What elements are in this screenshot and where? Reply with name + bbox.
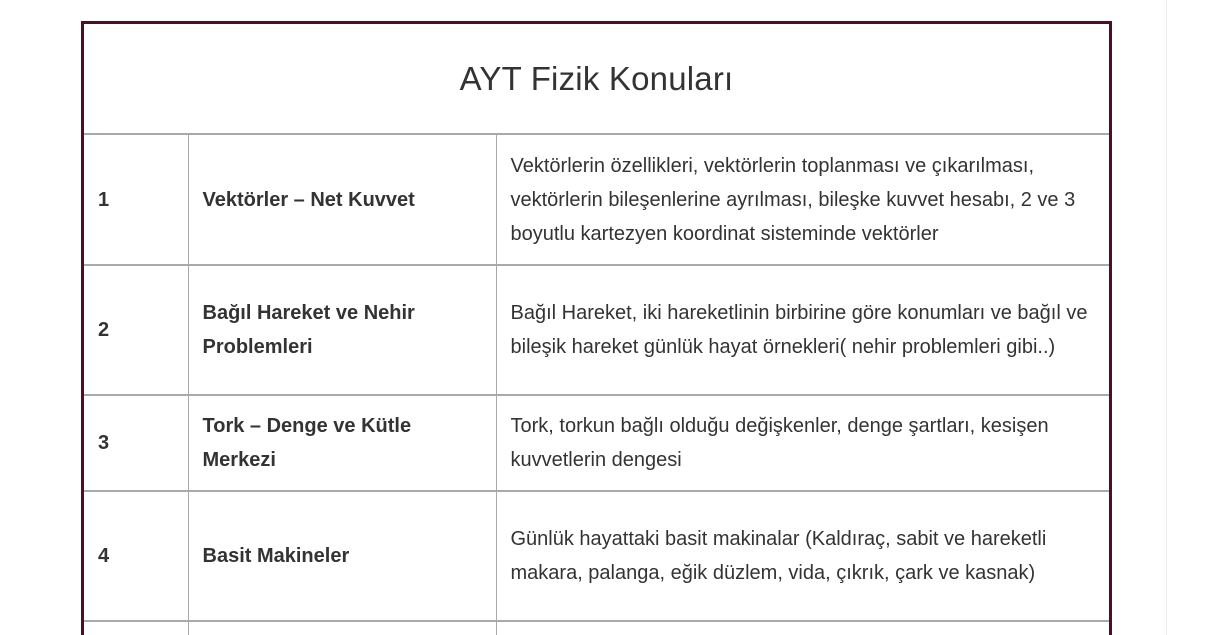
row-description: Tork, torkun bağlı olduğu değişkenler, denge şartları, kesişen kuvvetlerin dengesi xyxy=(496,395,1109,491)
row-description-empty xyxy=(496,621,1109,635)
table-row-partial xyxy=(84,621,1109,635)
row-number: 3 xyxy=(84,395,188,491)
table-row xyxy=(84,265,1109,395)
row-description: Günlük hayattaki basit makinalar (Kaldıraç, sabit ve hareketli makara, palanga, eğik düzlem, vida, çıkrık, çark ve kasnak) xyxy=(496,491,1109,621)
table-row xyxy=(84,135,1109,265)
topics-table xyxy=(84,135,1109,635)
table-row xyxy=(84,395,1109,491)
row-topic: Tork – Denge ve Kütle Merkezi xyxy=(188,395,496,491)
row-number: 1 xyxy=(84,135,188,265)
row-topic: Bağıl Hareket ve Nehir Problemleri xyxy=(188,265,496,395)
row-topic-empty xyxy=(188,621,496,635)
row-number: 4 xyxy=(84,491,188,621)
row-description: Bağıl Hareket, iki hareketlinin birbirine göre konumları ve bağıl ve bileşik hareket günlük hayat örnekleri( nehir problemleri gibi..) xyxy=(496,265,1109,395)
row-number-empty xyxy=(84,621,188,635)
row-topic: Basit Makineler xyxy=(188,491,496,621)
topics-table-container xyxy=(81,21,1112,635)
scroll-track-divider xyxy=(1166,0,1167,635)
row-topic: Vektörler – Net Kuvvet xyxy=(188,135,496,265)
row-description: Vektörlerin özellikleri, vektörlerin toplanması ve çıkarılması, vektörlerin bileşenlerine ayrılması, bileşke kuvvet hesabı, 2 ve 3 boyutlu kartezyen koordinat sisteminde vektörler xyxy=(496,135,1109,265)
table-title: AYT Fizik Konuları xyxy=(459,59,734,97)
table-row xyxy=(84,491,1109,621)
row-number: 2 xyxy=(84,265,188,395)
table-title-row xyxy=(84,24,1109,135)
